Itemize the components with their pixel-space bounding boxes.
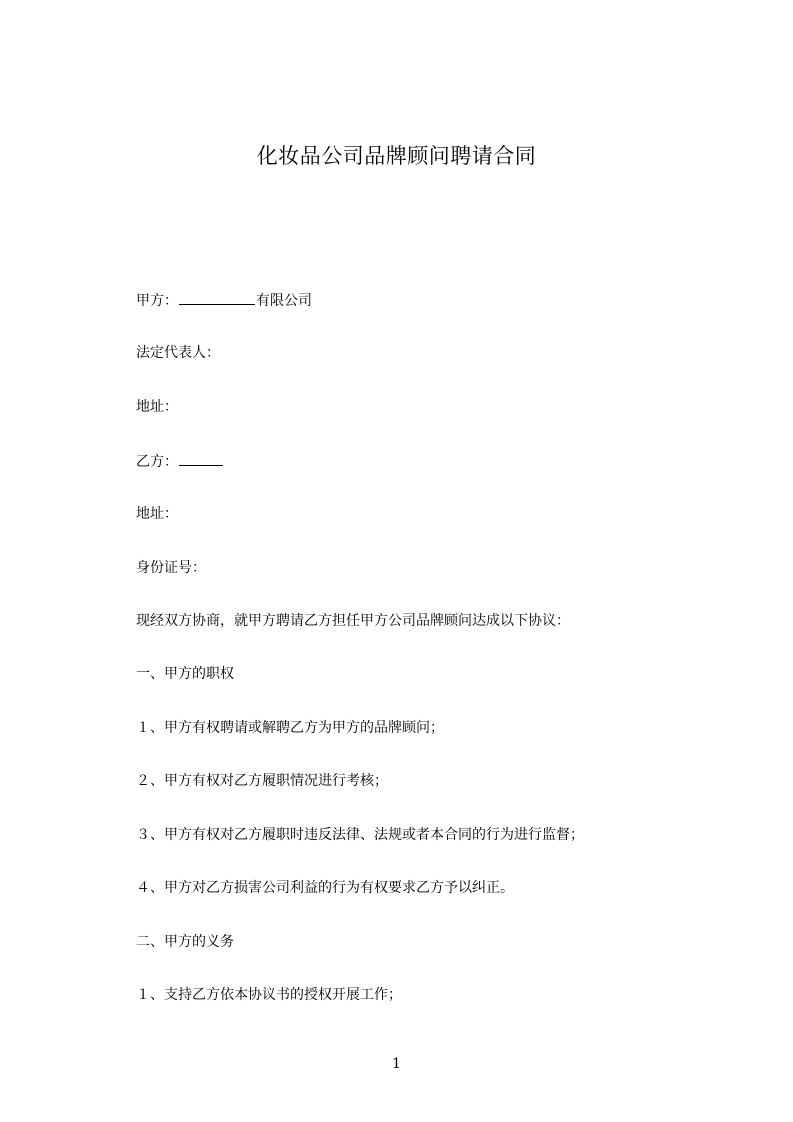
legal-representative-line: 法定代表人： — [136, 345, 220, 361]
document-title: 化妆品公司品牌顾问聘请合同 — [256, 144, 537, 168]
party-b-address-line: 地址： — [136, 506, 178, 522]
party-a-suffix: 有限公司 — [256, 293, 312, 309]
section-1-item: ２、甲方有权对乙方履职情况进行考核； — [136, 773, 388, 789]
section-2-item: １、支持乙方依本协议书的授权开展工作； — [136, 987, 402, 1003]
section-1-heading: 一、甲方的职权 — [136, 666, 234, 682]
party-b-line — [136, 451, 224, 472]
section-2-heading: 二、甲方的义务 — [136, 934, 234, 950]
party-b-label: 乙方： — [136, 454, 178, 470]
id-number-line: 身份证号： — [136, 560, 206, 576]
party-a-line — [136, 290, 312, 311]
party-a-name-blank — [179, 290, 255, 305]
section-1-item: ４、甲方对乙方损害公司利益的行为有权要求乙方予以纠正。 — [136, 880, 514, 896]
page-number: 1 — [392, 1056, 401, 1072]
party-b-name-blank — [179, 451, 223, 466]
section-1-item: ３、甲方有权对乙方履职时违反法律、法规或者本合同的行为进行监督； — [136, 827, 584, 843]
party-a-label: 甲方： — [136, 293, 178, 309]
intro-paragraph: 现经双方协商，就甲方聘请乙方担任甲方公司品牌顾问达成以下协议： — [136, 613, 570, 629]
section-1-item: １、甲方有权聘请或解聘乙方为甲方的品牌顾问； — [136, 720, 444, 736]
party-a-address-line: 地址： — [136, 399, 178, 415]
